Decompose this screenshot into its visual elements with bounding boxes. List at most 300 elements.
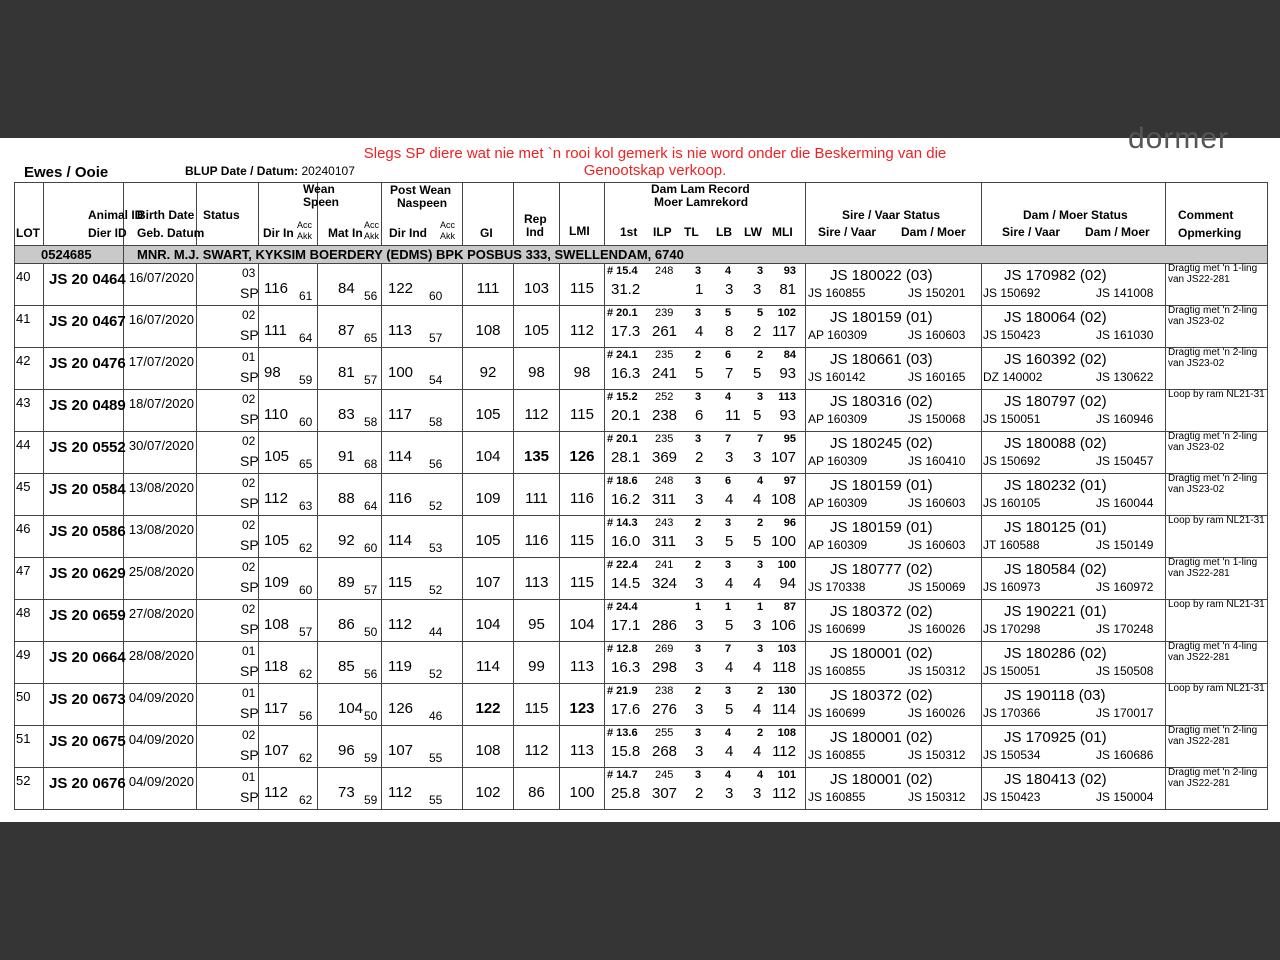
- field-hlw: 4: [757, 475, 764, 487]
- field-gi: 102: [475, 784, 501, 801]
- lmi-cell: [560, 516, 605, 558]
- field-dam: JS 180232 (01): [1004, 477, 1107, 494]
- field-vmli: 93: [779, 365, 796, 382]
- field-wda: 63: [299, 499, 313, 513]
- field-dam: JS 170925 (01): [1004, 729, 1107, 746]
- field-sd: JS 160410: [908, 454, 966, 468]
- gi-cell: [463, 474, 514, 516]
- wean-mat-cell: [318, 432, 382, 474]
- header-sire-status: Sire / Vaar Status Sire / Vaar Dam / Moer: [806, 183, 982, 246]
- wean-dir-cell: [259, 474, 318, 516]
- field-lmi: 115: [570, 574, 594, 591]
- field-pwa: 52: [429, 499, 443, 513]
- field-lmi: 116: [570, 490, 594, 507]
- rep-ind-cell: [514, 390, 560, 432]
- field-lmi: 112: [570, 322, 594, 339]
- table-row: [15, 516, 1268, 558]
- owner-row: [15, 246, 1268, 264]
- animal-id-cell: [44, 768, 124, 810]
- status-cell: [197, 600, 259, 642]
- field-v1: 15.8: [611, 743, 641, 760]
- field-wda: 62: [299, 751, 313, 765]
- field-ss: JS 160699: [808, 706, 866, 720]
- field-vlw: 4: [753, 743, 762, 760]
- field-rep: 112: [524, 742, 549, 759]
- field-wm: 96: [338, 742, 355, 759]
- field-gi: 105: [475, 406, 501, 423]
- lot-cell: [15, 474, 44, 516]
- field-id: JS 20 0464: [49, 271, 126, 288]
- field-sire: JS 180245 (02): [830, 435, 933, 452]
- comment-cell: [1166, 390, 1268, 432]
- field-hmli: 113: [778, 391, 796, 403]
- post-wean-cell: [382, 474, 463, 516]
- dam-lamb-record-cell: [605, 264, 806, 306]
- field-vlw: 4: [753, 701, 762, 718]
- field-vilp: 311: [652, 491, 676, 508]
- field-dam: JS 170982 (02): [1004, 267, 1107, 284]
- field-vlw: 3: [753, 281, 762, 298]
- field-hmli: 95: [783, 433, 796, 445]
- field-date: 18/07/2020: [128, 396, 194, 411]
- field-lot: 41: [16, 311, 31, 326]
- field-rep: 103: [523, 280, 550, 297]
- wean-mat-cell: [318, 474, 382, 516]
- field-dd: JS 170017: [1096, 706, 1154, 720]
- wean-dir-cell: [259, 306, 318, 348]
- field-wma: 68: [364, 457, 378, 471]
- field-htl: 3: [695, 391, 702, 403]
- field-st1: 02: [242, 728, 256, 742]
- field-h1: # 24.4: [607, 601, 638, 613]
- field-htl: 3: [695, 769, 702, 781]
- field-sd: JS 160165: [908, 370, 966, 384]
- sire-status-cell: [806, 516, 982, 558]
- field-hlb: 4: [725, 391, 732, 403]
- field-st2: SP: [240, 621, 259, 637]
- table-row: [15, 768, 1268, 810]
- field-pwa: 44: [429, 625, 443, 639]
- field-wd: 110: [264, 406, 288, 423]
- field-vmli: 94: [779, 575, 796, 592]
- lot-cell: [15, 558, 44, 600]
- field-v1: 20.1: [611, 407, 641, 424]
- rep-ind-cell: [514, 516, 560, 558]
- field-vlb: 5: [725, 617, 734, 634]
- field-sire: JS 180316 (02): [830, 393, 933, 410]
- field-ds: JT 160588: [983, 538, 1040, 552]
- field-wm: 92: [338, 532, 355, 549]
- field-hlb: 4: [725, 769, 732, 781]
- wean-dir-cell: [259, 684, 318, 726]
- field-vtl: 1: [695, 281, 704, 298]
- field-wda: 56: [299, 709, 313, 723]
- field-h1: # 22.4: [607, 559, 638, 571]
- gi-cell: [463, 432, 514, 474]
- field-dd: JS 141008: [1096, 286, 1154, 300]
- field-vmli: 93: [779, 407, 796, 424]
- field-hilp: 252: [655, 391, 674, 403]
- field-date: 17/07/2020: [128, 354, 194, 369]
- field-hmli: 101: [777, 769, 796, 781]
- field-hlw: 1: [757, 601, 764, 613]
- field-vlb: 11: [725, 407, 741, 424]
- field-hlw: 3: [757, 265, 764, 277]
- field-sd: JS 160603: [908, 538, 966, 552]
- field-v1: 31.2: [611, 281, 641, 298]
- field-wm: 88: [338, 490, 355, 507]
- section-title: Ewes / Ooie: [24, 164, 109, 181]
- birth-date-cell: [124, 726, 197, 768]
- wean-mat-cell: [318, 264, 382, 306]
- field-lmi: 104: [569, 616, 595, 633]
- table-row: [15, 390, 1268, 432]
- wean-mat-cell: [318, 558, 382, 600]
- field-hlw: 3: [757, 643, 764, 655]
- post-wean-cell: [382, 726, 463, 768]
- comment-cell: [1166, 726, 1268, 768]
- status-cell: [197, 264, 259, 306]
- field-ds: JS 170298: [983, 622, 1041, 636]
- rep-ind-cell: [514, 432, 560, 474]
- lot-cell: [15, 768, 44, 810]
- field-hmli: 130: [777, 685, 796, 697]
- field-st1: 02: [242, 434, 256, 448]
- field-gi: 107: [475, 574, 501, 591]
- field-vilp: 238: [652, 407, 678, 424]
- field-dam: JS 180584 (02): [1004, 561, 1107, 578]
- field-ss: JS 160855: [808, 664, 866, 678]
- field-vlb: 4: [725, 491, 734, 508]
- lmi-cell: [560, 726, 605, 768]
- field-wma: 57: [364, 373, 378, 387]
- table-row: [15, 684, 1268, 726]
- field-ss: AP 160309: [808, 496, 868, 510]
- gi-cell: [463, 306, 514, 348]
- field-pwa: 52: [429, 667, 443, 681]
- post-wean-cell: [382, 432, 463, 474]
- field-hmli: 102: [777, 307, 796, 319]
- field-lot: 42: [16, 353, 31, 368]
- rep-ind-cell: [514, 474, 560, 516]
- field-comment: Dragtig met 'n 2-ling van JS23-02: [1168, 473, 1258, 495]
- field-date: 04/09/2020: [128, 774, 194, 789]
- field-pw: 107: [388, 742, 414, 759]
- field-wma: 56: [364, 289, 378, 303]
- header-comment: Comment Opmerking: [1166, 183, 1268, 246]
- field-h1: # 20.1: [607, 433, 638, 445]
- field-vtl: 3: [695, 659, 704, 676]
- field-pw: 114: [388, 532, 412, 549]
- field-vlb: 4: [725, 575, 734, 592]
- field-wma: 60: [364, 541, 378, 555]
- field-date: 30/07/2020: [128, 438, 194, 453]
- field-lmi: 123: [569, 700, 595, 717]
- field-vlb: 5: [725, 701, 734, 718]
- field-sire: JS 180159 (01): [830, 519, 933, 536]
- field-wma: 50: [364, 625, 378, 639]
- field-sd: JS 160026: [908, 706, 966, 720]
- lmi-cell: [560, 264, 605, 306]
- field-gi: 122: [475, 700, 501, 717]
- lot-cell: [15, 726, 44, 768]
- field-vlw: 5: [753, 533, 762, 550]
- header-gi: GI: [463, 183, 514, 246]
- field-hmli: 87: [783, 601, 796, 613]
- field-vilp: 286: [652, 617, 678, 634]
- lot-cell: [15, 600, 44, 642]
- table-row: [15, 432, 1268, 474]
- field-pw: 112: [388, 784, 412, 801]
- header-rep-ind: Rep Ind: [514, 183, 560, 246]
- field-wd: 112: [264, 490, 288, 507]
- birth-date-cell: [124, 432, 197, 474]
- comment-cell: [1166, 348, 1268, 390]
- field-wm: 86: [338, 616, 355, 633]
- field-wma: 58: [364, 415, 378, 429]
- gi-cell: [463, 264, 514, 306]
- field-vmli: 108: [770, 491, 796, 508]
- wean-mat-cell: [318, 390, 382, 432]
- field-hlb: 5: [725, 307, 732, 319]
- field-hlb: 3: [725, 685, 732, 697]
- comment-cell: [1166, 474, 1268, 516]
- post-wean-cell: [382, 348, 463, 390]
- field-st2: SP: [240, 453, 259, 469]
- birth-date-cell: [124, 684, 197, 726]
- wean-mat-cell: [318, 642, 382, 684]
- field-wma: 59: [364, 751, 378, 765]
- field-id: JS 20 0664: [49, 649, 126, 666]
- wean-mat-cell: [318, 600, 382, 642]
- field-vtl: 3: [695, 617, 704, 634]
- field-vlb: 4: [725, 659, 734, 676]
- lot-cell: [15, 684, 44, 726]
- field-st1: 01: [242, 644, 256, 658]
- animal-id-cell: [44, 432, 124, 474]
- field-lot: 50: [16, 689, 31, 704]
- field-wma: 56: [364, 667, 378, 681]
- field-st2: SP: [240, 747, 259, 763]
- rep-ind-cell: [514, 642, 560, 684]
- dam-status-cell: [982, 390, 1166, 432]
- field-v1: 16.3: [611, 365, 641, 382]
- field-hlw: 2: [757, 349, 764, 361]
- field-hlw: 5: [757, 307, 764, 319]
- field-comment: Loop by ram NL21-31: [1168, 515, 1265, 526]
- field-sire: JS 180661 (03): [830, 351, 933, 368]
- field-ss: JS 160142: [808, 370, 866, 384]
- post-wean-cell: [382, 558, 463, 600]
- field-comment: Loop by ram NL21-31: [1168, 683, 1265, 694]
- gi-cell: [463, 642, 514, 684]
- wean-dir-cell: [259, 264, 318, 306]
- field-comment: Dragtig met 'n 1-ling van JS22-281: [1168, 263, 1258, 285]
- field-st1: 02: [242, 392, 256, 406]
- header-dam-lamb-record: Dam Lam Record Moer Lamrekord 1st ILP TL LB LW MLI: [605, 183, 806, 246]
- rep-ind-cell: [514, 348, 560, 390]
- field-ss: JS 160699: [808, 622, 866, 636]
- field-pw: 112: [388, 616, 412, 633]
- dam-status-cell: [982, 516, 1166, 558]
- dam-lamb-record-cell: [605, 306, 806, 348]
- field-h1: # 21.9: [607, 685, 638, 697]
- field-st2: SP: [240, 327, 259, 343]
- rep-ind-cell: [514, 264, 560, 306]
- field-st2: SP: [240, 789, 259, 805]
- field-sire: JS 180001 (02): [830, 645, 933, 662]
- field-hilp: 241: [655, 559, 674, 571]
- wean-mat-cell: [318, 768, 382, 810]
- field-hmli: 97: [783, 475, 796, 487]
- field-lmi: 115: [570, 532, 594, 549]
- field-hlw: 2: [757, 685, 764, 697]
- field-vilp: 276: [652, 701, 678, 718]
- lmi-cell: [560, 390, 605, 432]
- dam-lamb-record-cell: [605, 642, 806, 684]
- header-dam-status: Dam / Moer Status Sire / Vaar Dam / Moer: [982, 183, 1166, 246]
- comment-cell: [1166, 432, 1268, 474]
- field-lot: 46: [16, 521, 31, 536]
- rep-ind-cell: [514, 306, 560, 348]
- gi-cell: [463, 558, 514, 600]
- birth-date-cell: [124, 264, 197, 306]
- lot-cell: [15, 264, 44, 306]
- field-vtl: 3: [695, 743, 704, 760]
- field-vlw: 3: [753, 449, 762, 466]
- field-st1: 01: [242, 686, 256, 700]
- field-v1: 14.5: [611, 575, 641, 592]
- field-hlb: 4: [725, 727, 732, 739]
- dam-status-cell: [982, 264, 1166, 306]
- post-wean-cell: [382, 306, 463, 348]
- field-pw: 115: [388, 574, 412, 591]
- field-gi: 92: [479, 364, 497, 381]
- animal-id-cell: [44, 264, 124, 306]
- status-cell: [197, 768, 259, 810]
- sire-status-cell: [806, 768, 982, 810]
- sire-status-cell: [806, 558, 982, 600]
- field-hmli: 103: [777, 643, 796, 655]
- field-h1: # 20.1: [607, 307, 638, 319]
- field-wma: 57: [364, 583, 378, 597]
- comment-cell: [1166, 264, 1268, 306]
- field-hlw: 3: [757, 559, 764, 571]
- field-wda: 62: [299, 541, 313, 555]
- field-date: 27/08/2020: [128, 606, 194, 621]
- field-dam: JS 190118 (03): [1004, 687, 1106, 704]
- field-pw: 113: [388, 322, 412, 339]
- field-lmi: 98: [573, 364, 591, 381]
- rep-ind-cell: [514, 768, 560, 810]
- field-hmli: 96: [783, 517, 796, 529]
- field-vmli: 106: [770, 617, 796, 634]
- birth-date-cell: [124, 768, 197, 810]
- field-sire: JS 180777 (02): [830, 561, 933, 578]
- field-pw: 116: [388, 490, 412, 507]
- lot-cell: [15, 516, 44, 558]
- sire-status-cell: [806, 474, 982, 516]
- field-gi: 104: [475, 616, 501, 633]
- rep-ind-cell: [514, 600, 560, 642]
- field-ds: DZ 140002: [983, 370, 1043, 384]
- sire-status-cell: [806, 684, 982, 726]
- field-pw: 114: [388, 448, 412, 465]
- field-st2: SP: [240, 579, 259, 595]
- field-hmli: 93: [783, 265, 796, 277]
- rep-ind-cell: [514, 726, 560, 768]
- birth-date-cell: [124, 516, 197, 558]
- dam-status-cell: [982, 642, 1166, 684]
- field-hilp: 238: [655, 685, 674, 697]
- field-vlw: 3: [753, 617, 762, 634]
- field-hlw: 3: [757, 391, 764, 403]
- field-ds: JS 150692: [983, 286, 1041, 300]
- field-rep: 99: [528, 658, 545, 675]
- field-st1: 03: [242, 266, 256, 280]
- field-hlw: 2: [757, 727, 764, 739]
- field-wd: 98: [264, 364, 281, 381]
- field-date: 28/08/2020: [128, 648, 194, 663]
- lmi-cell: [560, 768, 605, 810]
- field-htl: 2: [695, 517, 702, 529]
- rep-ind-cell: [514, 558, 560, 600]
- field-htl: 3: [695, 475, 702, 487]
- field-wm: 104: [338, 700, 364, 717]
- field-wda: 65: [299, 457, 313, 471]
- field-st1: 02: [242, 308, 256, 322]
- field-h1: # 24.1: [607, 349, 638, 361]
- field-vilp: 261: [652, 323, 678, 340]
- status-cell: [197, 474, 259, 516]
- field-htl: 3: [695, 433, 702, 445]
- field-vlb: 3: [725, 281, 734, 298]
- field-date: 16/07/2020: [128, 270, 194, 285]
- wean-dir-cell: [259, 768, 318, 810]
- field-wm: 83: [338, 406, 355, 423]
- field-gi: 111: [476, 280, 500, 297]
- field-pwa: 46: [429, 709, 443, 723]
- field-wd: 118: [264, 658, 288, 675]
- field-dd: JS 150149: [1096, 538, 1154, 552]
- field-hlb: 1: [725, 601, 732, 613]
- lmi-cell: [560, 348, 605, 390]
- field-htl: 3: [695, 307, 702, 319]
- wean-mat-cell: [318, 684, 382, 726]
- header-row: [15, 183, 1268, 246]
- field-pwa: 57: [429, 331, 443, 345]
- field-id: JS 20 0586: [49, 523, 126, 540]
- wean-dir-cell: [259, 516, 318, 558]
- field-id: JS 20 0676: [49, 775, 126, 792]
- field-sd: JS 150201: [908, 286, 966, 300]
- field-vtl: 6: [695, 407, 704, 424]
- field-dd: JS 161030: [1096, 328, 1154, 342]
- header-lot: LOT: [15, 183, 44, 246]
- birth-date-cell: [124, 306, 197, 348]
- status-cell: [197, 432, 259, 474]
- post-wean-cell: [382, 516, 463, 558]
- comment-cell: [1166, 600, 1268, 642]
- sire-status-cell: [806, 642, 982, 684]
- field-rep: 113: [524, 574, 549, 591]
- field-rep: 135: [523, 448, 550, 465]
- field-v1: 17.6: [611, 701, 641, 718]
- field-hilp: 245: [655, 769, 674, 781]
- field-vlb: 7: [725, 365, 734, 382]
- field-h1: # 14.3: [607, 517, 638, 529]
- field-wd: 107: [264, 742, 290, 759]
